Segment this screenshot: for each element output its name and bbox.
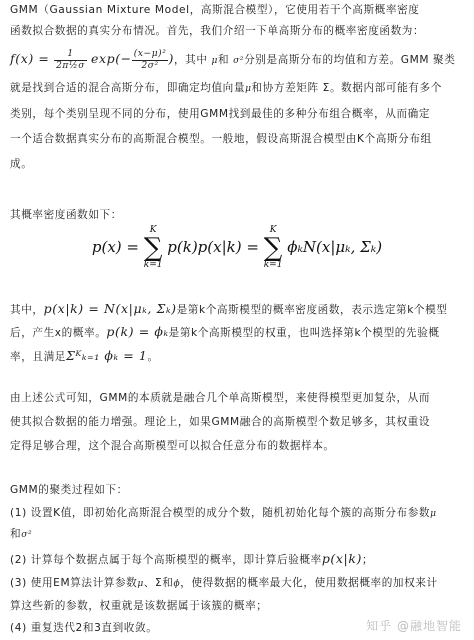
step-4: (4) 重复迭代2和3直到收敛。	[10, 622, 158, 634]
summation-symbol: K ∑ k=1	[263, 225, 283, 270]
text-line: GMM（Gaussian Mixture Model，高斯混合模型），它使用若干个高斯概率密度	[10, 4, 420, 16]
text-line: 其中，p(x|k) = N(x|μₖ, Σₖ)是第k个高斯模型的概率密度函数，表示选定第k个模型	[10, 301, 448, 316]
inline-formula: p(x|k) = N(x|μₖ, Σₖ)	[43, 301, 177, 316]
text-line: 函数拟合数据的真实分布情况。首先，我们介绍一下单高斯分布的概率密度函数为：	[10, 25, 425, 37]
text-line: 一个适合数据真实分布的高斯混合模型。一般地，假设高斯混合模型由K个高斯分布组	[10, 133, 432, 145]
formula-fraction: $\frac{1}{\text{2π½σ}}$	[56, 48, 85, 71]
formula-exp: exp(−	[90, 51, 132, 66]
mu-symbol: μ	[211, 56, 218, 66]
text-line: 就是找到合适的混合高斯分布，即确定均值向量μ和协方差矩阵 Σ。数据内部可能有多个	[10, 82, 442, 94]
step-1: (1) 设置K值，即初始化高斯混合模型的成分个数，随机初始化每个簇的高斯分布参数μ	[10, 507, 437, 519]
gaussian-formula-line: f(x) = $\frac{1}{\text{2π½σ}}$ exp(− $\frac{\text{(x−μ)²}}{\text{2σ²}}$ )，其中 μ和 σ²分别是高斯分布的均值和方差。GMM 聚类	[10, 48, 456, 71]
step-3-cont: 算这些新的参数，权重就是该数据属于该簇的概率；	[10, 600, 268, 612]
formula-lhs: f(x) =	[10, 51, 55, 66]
text-line: 成。	[10, 158, 33, 170]
sigma-squared-symbol: σ²	[233, 56, 245, 66]
step-1-cont: 和σ²	[10, 528, 33, 540]
mixture-density-formula: p(x) = K ∑ k=1 p(k)p(x|k) = K ∑ k=1 ϕₖN(x|μₖ, Σₖ)	[91, 225, 383, 270]
inline-formula: p(k) = ϕₖ	[106, 324, 169, 339]
text-line: 由上述公式可知，GMM的本质就是融合几个单高斯模型，来使得模型更加复杂，从而	[10, 392, 431, 404]
text-line: 定得足够合理，这个混合高斯模型可以拟合任意分布的数据样本。	[10, 440, 335, 452]
text-line: 率，且满足Σᴷₖ₌₁ ϕₖ = 1。	[10, 348, 159, 363]
inline-formula: Σᴷₖ₌₁ ϕₖ = 1	[65, 348, 148, 363]
step-2: (2) 计算每个数据点属于每个高斯模型的概率，即计算后验概率p(x|k)；	[10, 551, 374, 566]
text-line: 使其拟合数据的能力增强。理论上，如果GMM融合的高斯模型个数足够多，其权重设	[10, 416, 431, 428]
steps-intro: GMM的聚类过程如下：	[10, 484, 128, 496]
text-line: 后，产生x的概率。p(k) = ϕₖ是第k个高斯模型的权重，也叫选择第k个模型的先验概	[10, 324, 440, 339]
summation-symbol: K ∑ k=1	[143, 225, 163, 270]
formula-exp-fraction: $\frac{\text{(x−μ)²}}{\text{2σ²}}$	[133, 48, 167, 71]
text-line: 类别，每个类别呈现不同的分布，使用GMM找到最佳的多种分布组合概率，从而确定	[10, 108, 431, 120]
mu-symbol: μ	[245, 84, 252, 94]
watermark: 知乎 @融地智能	[366, 619, 462, 633]
mixture-intro: 其概率密度函数如下：	[10, 209, 122, 221]
step-3: (3) 使用EM算法计算参数μ、Σ和ϕ，使得数据的概率最大化，使用数据概率的加权来计	[10, 577, 438, 589]
